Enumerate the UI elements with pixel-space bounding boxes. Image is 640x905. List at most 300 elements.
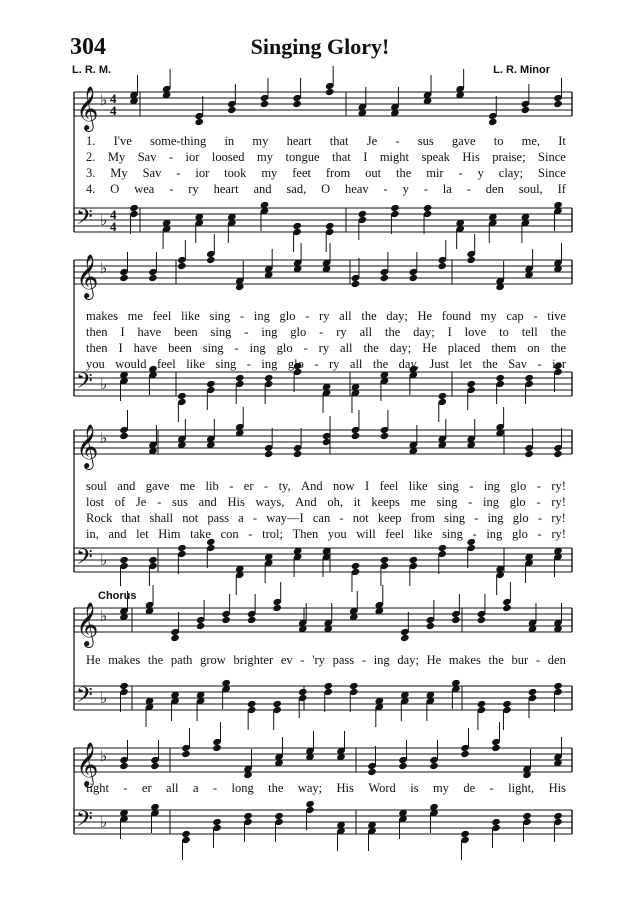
lyric-syllable: to [499,325,509,339]
lyric-syllable: - [537,511,543,525]
lyric-syllable: grow [200,653,226,667]
note-head [380,556,390,564]
lyric-syllable: the [550,341,566,355]
lyric-syllable: He [422,341,437,355]
lyric-syllable: - [339,511,344,525]
lyric-syllable: glo [279,309,296,323]
hymn-number: 304 [70,34,106,60]
lyric-syllable: - [383,182,388,196]
lyric-syllable: - [303,341,308,355]
lyric-syllable: of [114,495,126,509]
lyric-syllable: from [410,511,435,525]
lyric-syllable: like [413,527,433,541]
lyrics-system-1 [86,133,566,197]
lyric-syllable: heav [345,182,369,196]
lyric-syllable: clay; [498,166,524,180]
lyric-syllable: Since [538,150,566,164]
lyric-syllable: soul [86,479,107,493]
lyric-syllable: ry [318,341,330,355]
note-head [522,812,532,820]
lyric-syllable: you [86,357,105,371]
lyric-syllable: I [118,341,123,355]
lyric-line [86,340,566,356]
bass-clef-icon: 𝄢 [76,545,93,574]
lyric-syllable: - [489,781,494,795]
lyric-syllable: not [352,511,369,525]
lyric-syllable: My [107,150,126,164]
lyric-syllable: wea [134,182,155,196]
note-head [437,544,447,552]
flat-icon: ♭ [100,552,108,569]
lyric-syllable: light, [508,781,535,795]
lyric-syllable: sus [417,134,434,148]
lyric-syllable: Since [538,166,566,180]
lyric-syllable: you [327,527,347,541]
lyric-syllable: ry! [551,527,566,541]
lyric-syllable: glo [276,341,293,355]
lyric-syllable: shall [149,511,174,525]
flat-icon: ♭ [100,212,108,229]
lyric-syllable: - [168,150,174,164]
lyric-syllable: would [115,357,147,371]
lyric-syllable: me [179,479,196,493]
note-head [170,634,180,642]
flat-icon: ♭ [100,814,108,831]
lyric-syllable: day; [386,309,408,323]
lyric-line [86,652,566,668]
note-head [466,380,476,388]
lyric-syllable: can [312,511,331,525]
lyric-syllable: ior [195,166,210,180]
treble-clef-icon: 𝄞 [76,744,99,786]
lyric-syllable: gave [451,134,476,148]
lyric-syllable: Just [429,357,449,371]
lyric-syllable: - [533,309,538,323]
lyric-line [86,780,566,796]
note-head [553,450,563,458]
lyric-syllable: sad, [286,182,307,196]
lyric-syllable: tive [547,309,566,323]
lyric-syllable: - [248,527,253,541]
lyric-syllable: glo [509,495,526,509]
time-signature-top: 4 [110,207,117,222]
lyric-syllable: - [536,495,541,509]
lyric-syllable: - [234,341,239,355]
note-head [409,274,419,282]
lyric-syllable: ing [261,357,278,371]
note-head [119,432,129,440]
lyric-syllable: den [485,182,504,196]
lyric-syllable: er [141,781,152,795]
note-head [390,204,400,212]
lyric-syllable: my [480,309,497,323]
lyric-syllable: that [329,134,349,148]
lyric-syllable: is [410,781,419,795]
lyric-syllable: the [147,653,164,667]
lyric-line [86,165,566,181]
lyric-syllable: light [86,781,109,795]
lyric-syllable: cap [506,309,524,323]
lyric-syllable: la [442,182,452,196]
lyric-syllable: ry [188,182,199,196]
lyric-syllable: 2. [86,150,96,164]
lyric-syllable: feet [292,166,311,180]
lyric-syllable: praise; [492,150,526,164]
time-signature-top: 4 [110,91,117,106]
lyric-syllable: ry! [551,479,566,493]
lyric-syllable: - [305,309,310,323]
lyric-syllable: speak [421,150,450,164]
lyric-syllable: me [127,309,143,323]
lyric-syllable: and [198,495,217,509]
note-head [380,432,390,440]
lyric-line [86,181,566,197]
lyric-syllable: like [186,357,205,371]
lyric-syllable: sing [215,357,237,371]
lyric-syllable: feel [385,527,405,541]
composer-label: L. R. Minor [493,64,550,76]
lyric-syllable: been [168,341,192,355]
lyric-syllable: not [182,511,199,525]
lyric-syllable: Sav [142,166,162,180]
lyric-syllable: And [301,479,323,493]
lyric-syllable: ry [336,325,347,339]
note-head [305,800,315,808]
lyric-syllable: glo [512,511,529,525]
lyric-syllable: - [395,134,400,148]
lyric-syllable: He [86,653,101,667]
lyric-syllable: them [491,341,517,355]
lyric-line [86,478,566,494]
note-head [323,682,333,690]
lyric-syllable: It [558,134,566,148]
note-head [553,682,563,690]
lyric-syllable: long [231,781,254,795]
lyric-syllable: I've [113,134,132,148]
lyric-syllable: Sav [137,150,157,164]
lyric-syllable: sus [171,495,188,509]
lyric-syllable: con [220,527,239,541]
lyric-syllable: ing [487,511,504,525]
lyric-syllable: sing [209,309,231,323]
lyric-syllable: sing [437,479,459,493]
time-signature-bottom: 4 [110,103,117,118]
lyric-syllable: His [548,781,566,795]
chorus-label: Chorus [98,590,137,602]
lyric-syllable: ing [483,479,500,493]
note-head [351,562,361,570]
lyric-syllable: - [239,309,245,323]
lyric-syllable: 1. [86,134,96,148]
lyric-syllable: keeps [371,495,400,509]
note-head [243,812,253,820]
lyric-syllable: And [295,495,317,509]
lyric-syllable: the [372,357,389,371]
lyric-syllable: the [488,653,504,667]
lyric-syllable: a [238,511,244,525]
lyric-syllable: gave [145,479,170,493]
lyric-syllable: the [550,325,566,339]
lyric-syllable: on [527,341,540,355]
lyric-syllable: way—I [266,511,304,525]
lyric-syllable: from [325,166,351,180]
lyric-syllable: keep [377,511,402,525]
lyric-syllable: pass [207,511,229,525]
lyric-syllable: ry! [551,511,566,525]
note-head [212,818,222,826]
lyric-syllable: and [117,479,136,493]
lyric-syllable: - [474,511,479,525]
note-head [429,762,439,770]
lyric-syllable: er [243,479,254,493]
lyric-syllable: took [224,166,247,180]
treble-clef-icon: 𝄞 [76,426,99,468]
lyric-syllable: brighter [233,653,274,667]
lyric-syllable: O [110,182,120,196]
flat-icon: ♭ [100,690,108,707]
note-head [148,274,158,282]
lyric-syllable: heart [286,134,312,148]
lyric-syllable: - [314,357,319,371]
note-head [247,616,257,624]
lyric-syllable: pass [332,653,355,667]
lyrics-system-3 [86,478,566,542]
lyric-syllable: like [181,309,200,323]
note-head [298,688,308,696]
note-head [150,762,160,770]
lyric-syllable: - [468,495,473,509]
lyric-syllable: I [363,150,368,164]
lyric-syllable: Je [366,134,378,148]
lyric-syllable: Word [368,781,396,795]
lyric-syllable: - [537,357,542,371]
lyric-syllable: - [169,182,174,196]
lyric-syllable: day; [413,325,435,339]
flat-icon: ♭ [100,609,108,626]
lyric-syllable: the [268,781,284,795]
lyric-syllable: been [174,325,198,339]
lyric-syllable: will [356,527,376,541]
lyric-syllable: - [469,479,474,493]
lyric-syllable: - [536,479,541,493]
lyric-syllable: tongue [285,150,320,164]
lyric-syllable: ry! [551,495,566,509]
lyric-syllable: makes [108,653,141,667]
lyric-syllable: all [166,781,179,795]
note-head [293,450,303,458]
lyric-syllable: in [224,134,235,148]
lyric-syllable: ing [486,527,503,541]
lyric-syllable: - [123,781,128,795]
lyric-syllable: 3. [86,166,96,180]
lyric-syllable: sing [210,325,232,339]
lyric-syllable: love [464,325,487,339]
lyrics-system-2 [86,308,566,372]
lyric-line [86,133,566,149]
lyric-syllable: trol; [262,527,283,541]
lyric-syllable: day, [398,357,420,371]
lyric-syllable: path [170,653,193,667]
bass-clef-icon: 𝄢 [76,205,93,234]
lyric-syllable: the [396,166,412,180]
time-signature-bottom: 4 [110,219,117,234]
lyric-syllable: Then [292,527,319,541]
lyric-syllable: I [447,325,452,339]
lyric-syllable: My [110,166,128,180]
note-head [177,544,187,552]
lyric-syllable: the [363,341,379,355]
lyric-syllable: then [86,341,108,355]
lyric-syllable: oh, [327,495,343,509]
bass-clef-icon: 𝄢 [76,683,93,712]
lyric-syllable: then [86,325,108,339]
lyric-syllable: He [426,653,442,667]
lyric-syllable: feel [379,479,399,493]
note-head [488,118,498,126]
lyric-syllable: in, [86,527,99,541]
lyric-syllable: - [244,325,249,339]
lyric-syllable: ry [319,309,330,323]
lyric-syllable: - [212,781,218,795]
lyric-syllable: ior [185,150,200,164]
lyric-syllable: ry [329,357,340,371]
lyric-syllable: my [257,150,273,164]
note-head [477,700,487,708]
lyric-syllable: like [408,479,428,493]
lyric-syllable: me [410,495,426,509]
lyric-syllable: sing [444,511,466,525]
lyric-syllable: glo [510,479,527,493]
lyric-syllable: and [253,182,272,196]
lyric-syllable: the [384,325,401,339]
lyric-syllable: ing [373,653,390,667]
lyric-syllable: ing [249,341,266,355]
lyrics-chorus-1 [86,652,566,668]
lyric-syllable: - [423,182,428,196]
lyric-line [86,308,566,324]
note-head [194,118,204,126]
treble-clef-icon: 𝄞 [76,88,99,130]
lyric-syllable: - [472,527,477,541]
lyric-syllable: makes [86,309,118,323]
treble-clef-icon: 𝄞 [76,256,99,298]
lyric-syllable: mir [426,166,444,180]
lyric-line [86,494,566,510]
lyric-syllable: y [477,166,484,180]
lyric-syllable: - [537,527,542,541]
lyric-syllable: ev [280,653,293,667]
lyric-syllable: some-thing [150,134,207,148]
note-head [292,100,302,108]
lyric-syllable: I [364,479,370,493]
lyric-syllable: now [333,479,355,493]
lyric-syllable: Him [158,527,181,541]
lyric-syllable: glo [287,357,304,371]
lyric-syllable: that [121,511,141,525]
lyric-syllable: lib [205,479,219,493]
lyric-syllable: all [340,341,353,355]
lyric-syllable: - [458,166,463,180]
lyric-syllable: I [120,325,125,339]
lyric-syllable: - [535,653,541,667]
note-head [358,210,368,218]
lyric-syllable: it [353,495,361,509]
lyric-syllable: soul, [518,182,543,196]
lyric-syllable: found [441,309,471,323]
lyrics-chorus-2 [86,780,566,796]
lyric-syllable: He [417,309,433,323]
lyric-syllable: all [359,325,373,339]
lyric-syllable: - [157,495,162,509]
lyric-syllable: and [108,527,127,541]
lyric-syllable: let [459,357,472,371]
note-head [119,556,129,564]
lyric-syllable: placed [447,341,481,355]
lyric-syllable: tell [521,325,538,339]
note-head [292,222,302,230]
lyric-line [86,356,566,372]
lyric-syllable: 4. [86,182,96,196]
lyric-syllable: my [432,781,449,795]
lyric-syllable: ing [253,309,270,323]
note-head [491,818,501,826]
note-head [247,700,257,708]
flat-icon: ♭ [100,93,108,110]
lyric-line [86,324,566,340]
lyric-syllable: Sav [508,357,527,371]
lyric-syllable: my [261,166,278,180]
lyric-syllable: If [557,182,566,196]
lyric-syllable: ing [482,495,499,509]
lyric-syllable: sing [202,341,224,355]
lyric-syllable: that [331,150,351,164]
note-head [235,374,245,382]
lyric-syllable: 'ry [312,653,325,667]
lyric-syllable: O [321,182,331,196]
lyric-syllable: - [466,182,471,196]
lyric-syllable: Rock [86,511,113,525]
lyric-syllable: sing [436,495,458,509]
lyric-syllable: - [263,479,269,493]
lyric-syllable: day; [397,653,419,667]
lyric-syllable: me, [521,134,541,148]
lyric-syllable: de [463,781,476,795]
lyric-syllable: makes [448,653,481,667]
note-head [528,688,538,696]
lyric-syllable: heart [213,182,239,196]
lyric-syllable: lost [86,495,105,509]
lyric-syllable: sing [442,527,463,541]
treble-clef-icon: 𝄞 [76,604,99,646]
flat-icon: ♭ [100,261,108,278]
lyric-syllable: - [246,357,251,371]
lyric-syllable: - [300,653,305,667]
lyric-syllable: glo [511,527,528,541]
lyric-syllable: the [361,309,377,323]
lyric-syllable: glo [290,325,307,339]
lyric-syllable: ior [552,357,566,371]
lyric-syllable: ing [261,325,278,339]
note-head [477,616,487,624]
hymn-title: Singing Glory! [250,34,390,59]
lyric-line [86,510,566,526]
lyric-syllable: the [482,357,498,371]
lyric-syllable: den [547,653,566,667]
lyric-syllable: loosed [211,150,245,164]
meter-label: L. R. M. [72,64,112,76]
lyric-syllable: a [192,781,199,795]
lyric-syllable: - [361,653,366,667]
